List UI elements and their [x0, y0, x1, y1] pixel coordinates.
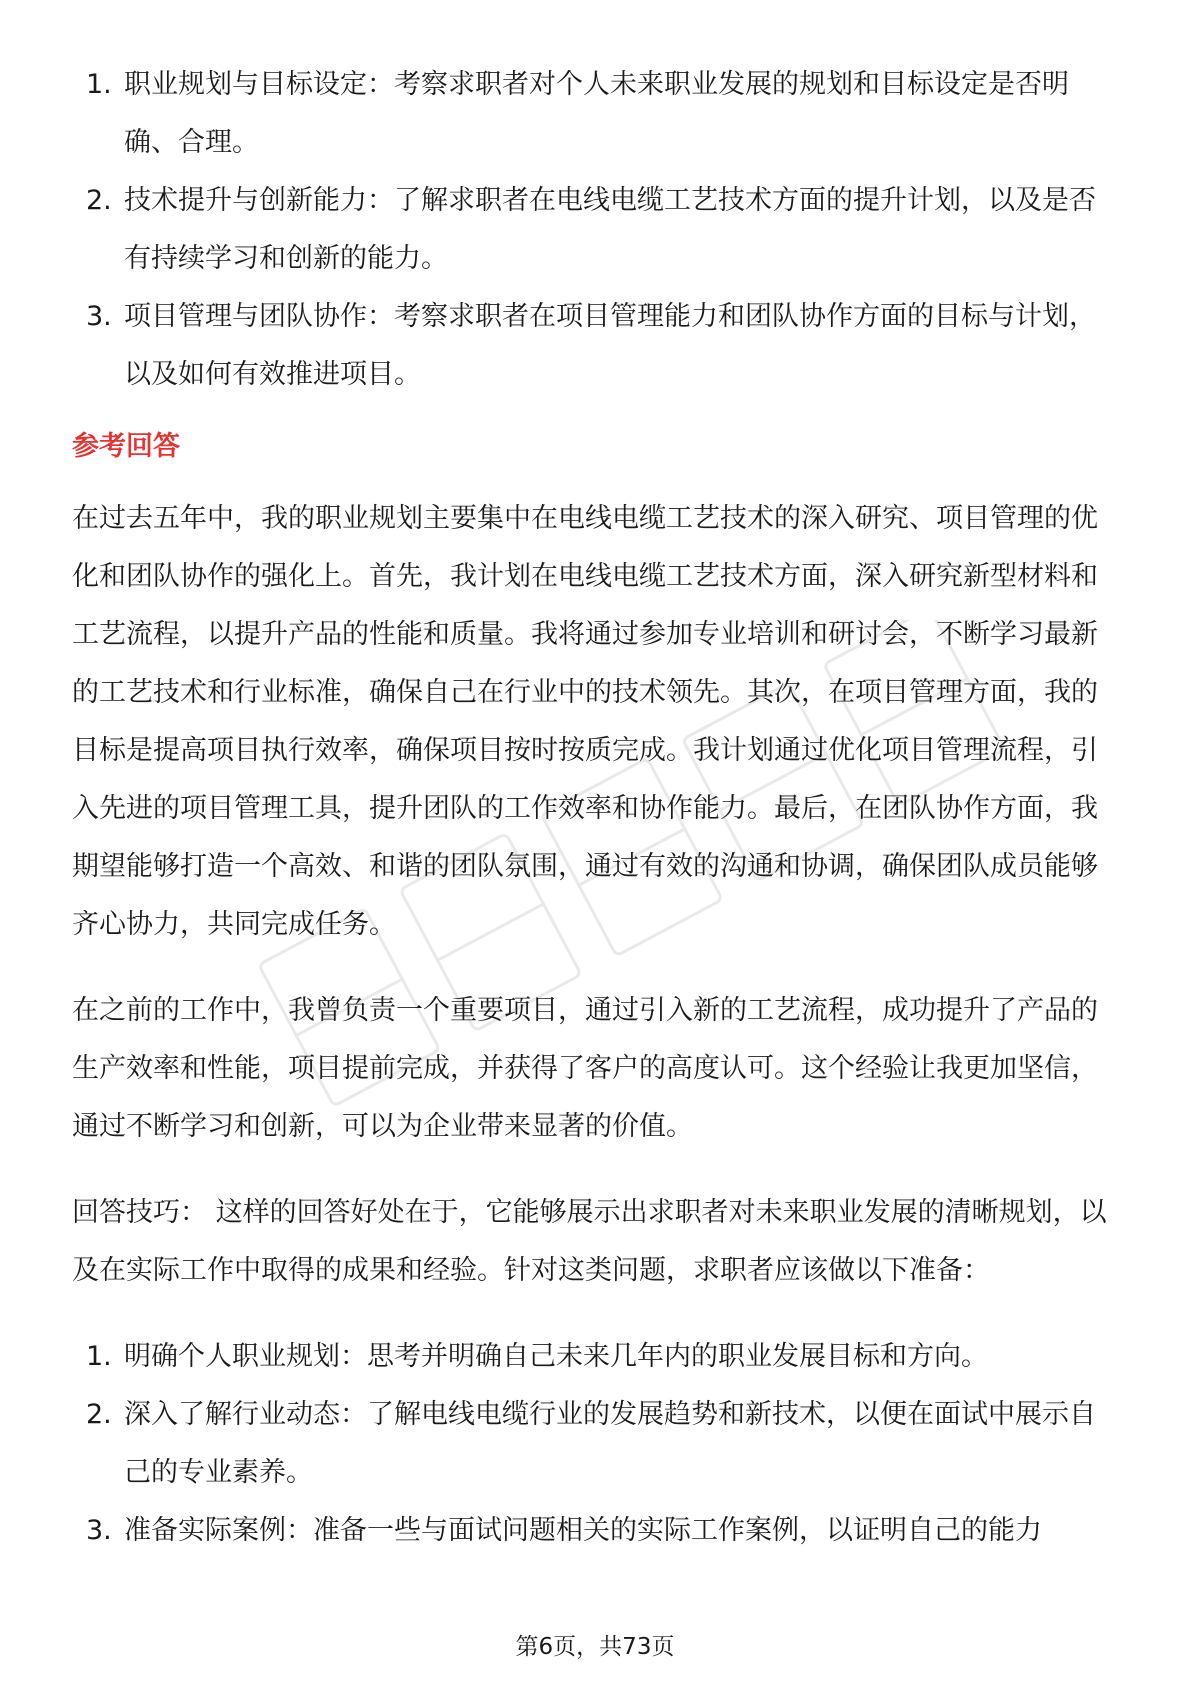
list-item-text: 深入了解行业动态：了解电线电缆行业的发展趋势和新技术，以便在面试中展示自己的专业素养。 [124, 1399, 1096, 1488]
list-item-text: 项目管理与团队协作：考察求职者在项目管理能力和团队协作方面的目标与计划，以及如何有效推进项目。 [124, 301, 1096, 390]
list-item [72, 172, 1118, 288]
list-number: 1. [86, 1341, 112, 1372]
list-item [72, 1328, 1118, 1386]
list-number: 3. [86, 1515, 112, 1546]
list-number: 2. [86, 185, 112, 216]
page-footer: 第6页，共73页 [515, 1634, 675, 1660]
paragraph: 在过去五年中，我的职业规划主要集中在电线电缆工艺技术的深入研究、项目管理的优化和团队协作的强化上。首先，我计划在电线电缆工艺技术方面，深入研究新型材料和工艺流程，以提升产品的性能和质量。我将通过参加专业培训和研讨会，不断学习最新的工艺技术和行业标准，确保自己在行业中的技术领先。其次，在项目管理方面，我的目标是提高项目执行效率，确保项目按时按质完成。我计划通过优化项目管理流程，引入先进的项目管理工具，提升团队的工作效率和协作能力。最后，在团队协作方面，我期望能够打造一个高效、和谐的团队氛围，通过有效的沟通和协调，确保团队成员能够齐心协力，共同完成任务。 [72, 503, 1098, 940]
list-item [72, 288, 1118, 404]
list-item [72, 1386, 1118, 1502]
list-item-text: 明确个人职业规划：思考并明确自己未来几年内的职业发展目标和方向。 [124, 1341, 988, 1372]
list-item-text: 职业规划与目标设定：考察求职者对个人未来职业发展的规划和目标设定是否明确、合理。 [124, 69, 1069, 158]
answer-tips-paragraph: 回答技巧： 这样的回答好处在于，它能够展示出求职者对未来职业发展的清晰规划，以及在实际工作中取得的成果和经验。针对这类问题，求职者应该做以下准备： [72, 1197, 1107, 1286]
list-item [72, 1502, 1118, 1560]
list-item-text: 技术提升与创新能力：了解求职者在电线电缆工艺技术方面的提升计划，以及是否有持续学习和创新的能力。 [124, 185, 1096, 274]
evaluation-points-list [72, 56, 1118, 404]
document-body [72, 56, 1118, 1560]
list-item-text: 准备实际案例：准备一些与面试问题相关的实际工作案例，以证明自己的能力 [124, 1515, 1042, 1546]
list-number: 2. [86, 1399, 112, 1430]
paragraph: 在之前的工作中，我曾负责一个重要项目，通过引入新的工艺流程，成功提升了产品的生产效率和性能，项目提前完成，并获得了客户的高度认可。这个经验让我更加坚信，通过不断学习和创新，可以为企业带来显著的价值。 [72, 995, 1098, 1142]
list-number: 3. [86, 301, 112, 332]
reference-answer-heading: 参考回答 [72, 431, 180, 462]
list-item [72, 56, 1118, 172]
preparation-list [72, 1328, 1118, 1560]
list-number: 1. [86, 69, 112, 100]
